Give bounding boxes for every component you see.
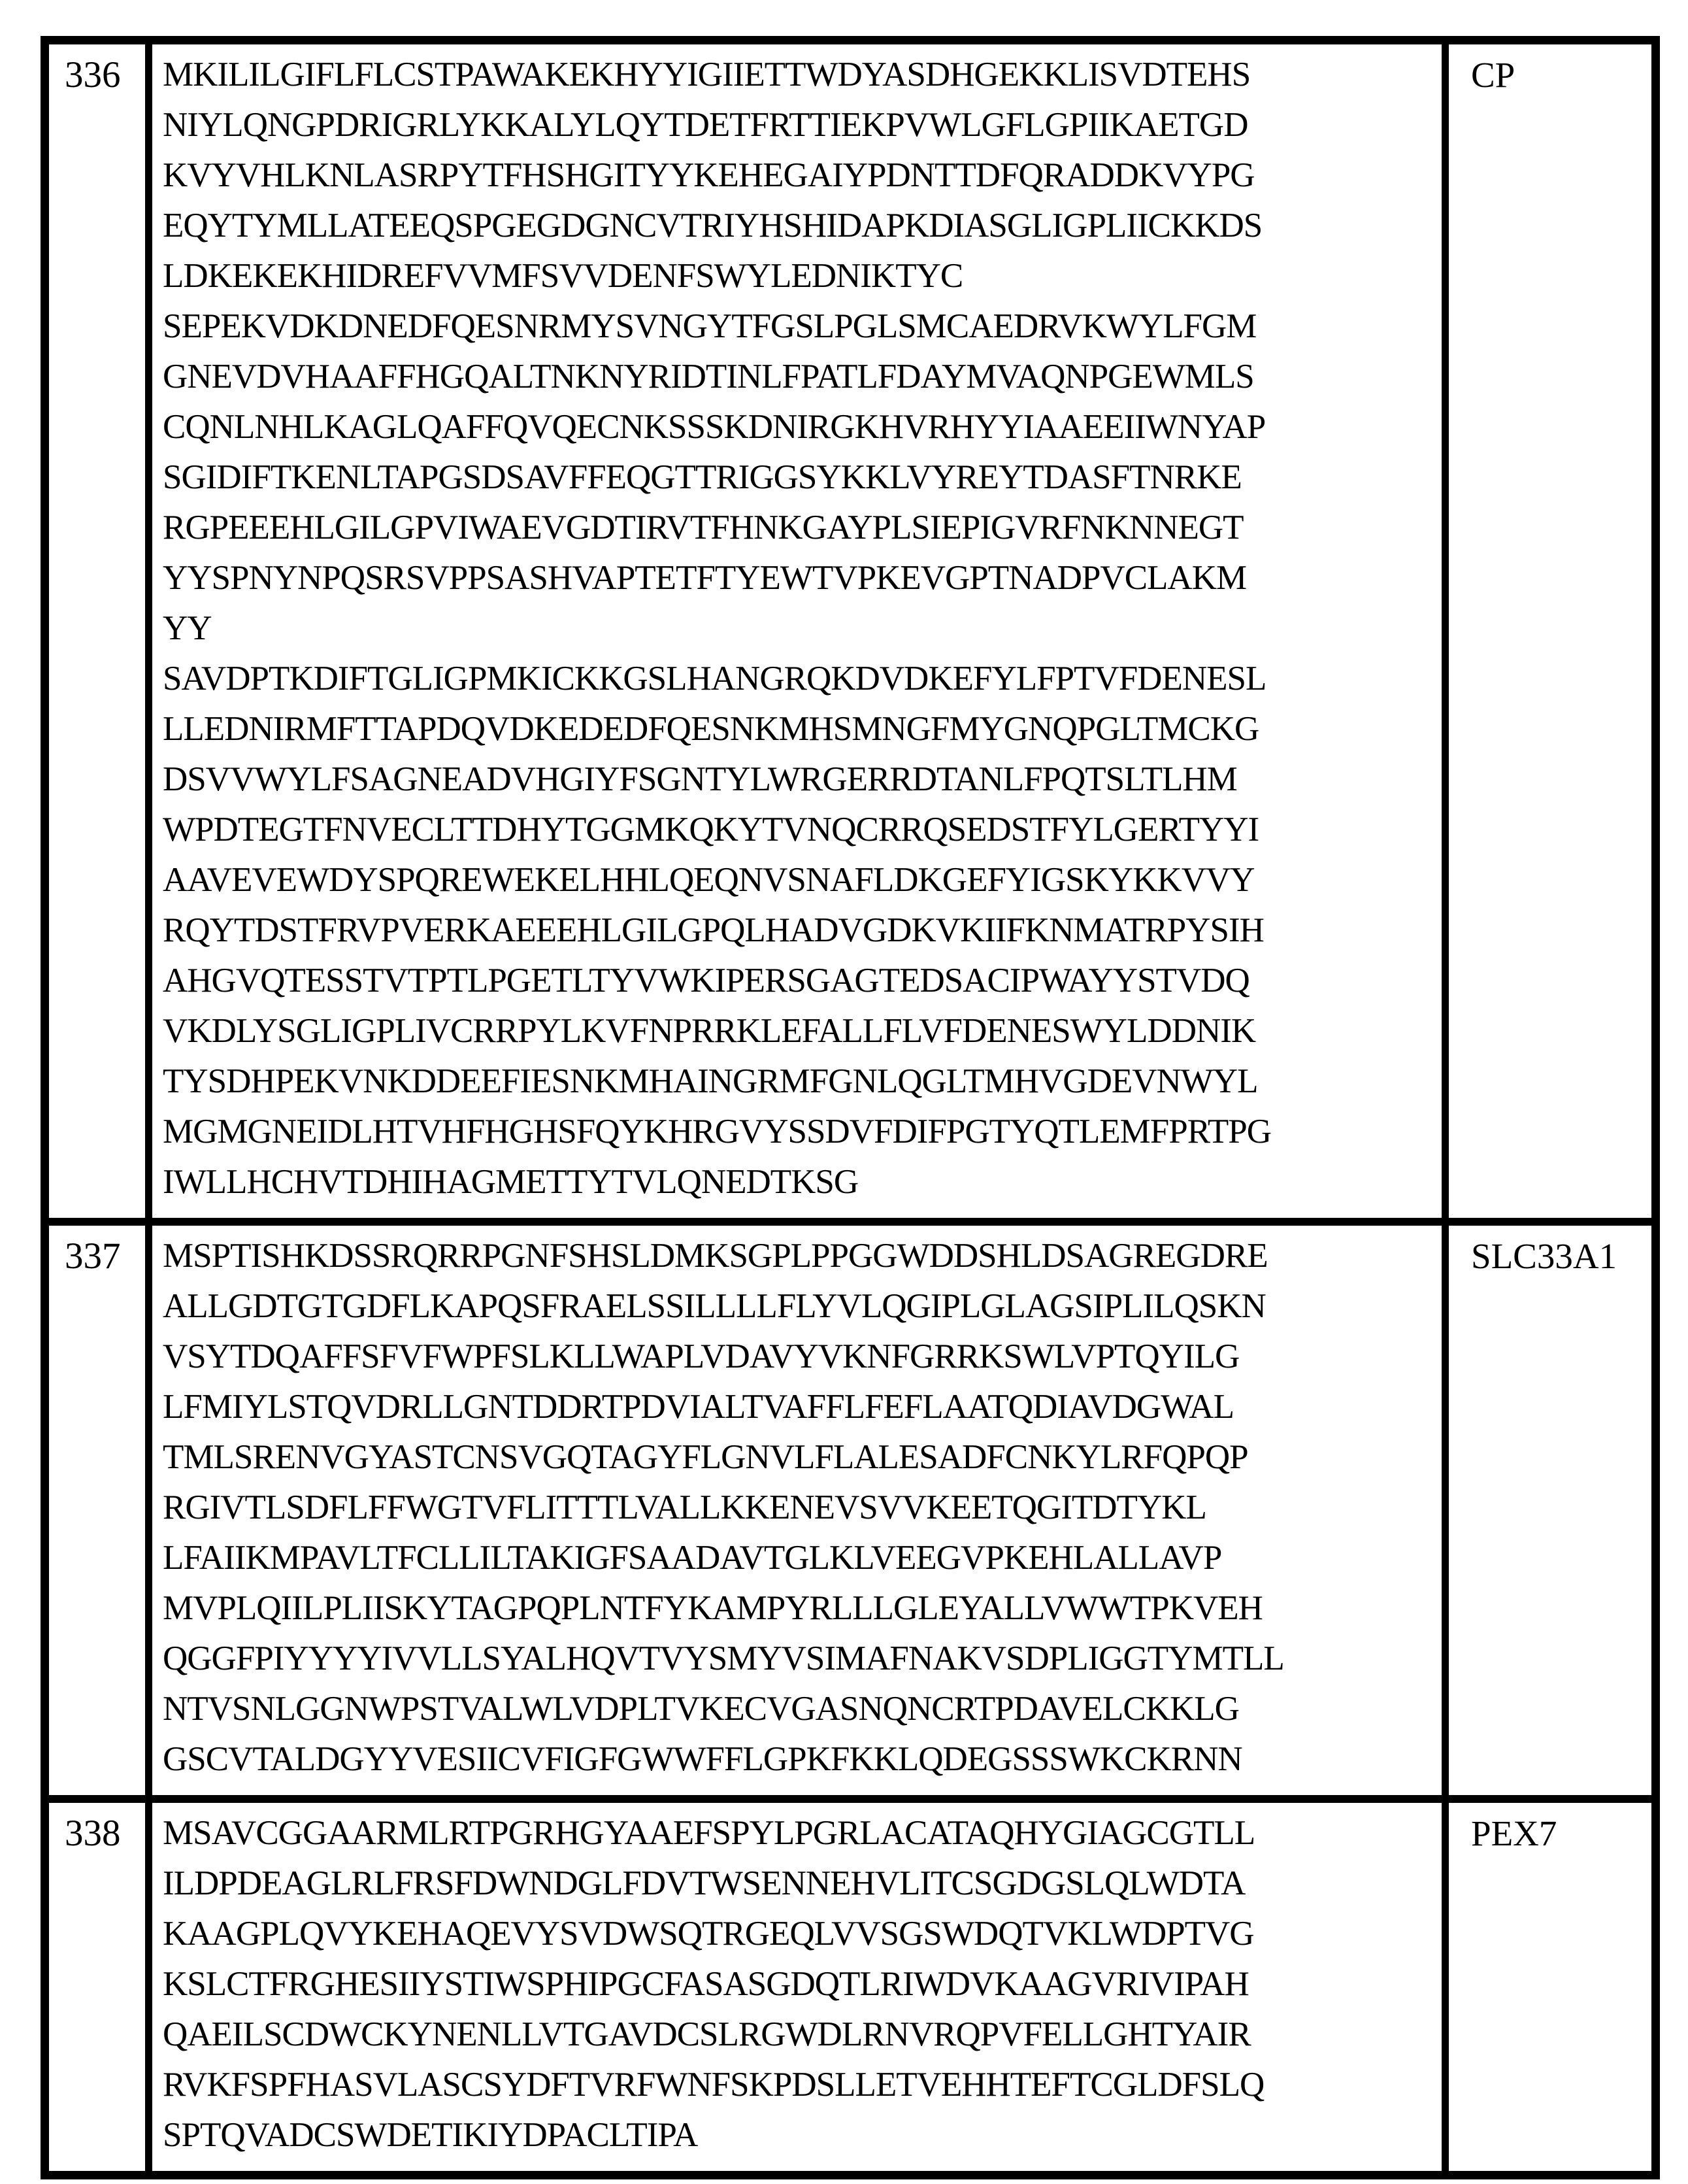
seq-id-cell: 336 (49, 44, 152, 1218)
gene-name-cell: CP (1471, 55, 1515, 95)
sequence-table (41, 36, 1660, 2179)
sequence-cell: MSPTISHKDSSRQRRPGNFSHSLDMKSGPLPPGGWDDSHLDSAGREGDRE ALLGDTGTGDFLKAPQSFRAELSSILLLLFLYVLQGIPLGLAGSIPLILQSKN VSYTDQAFFSFVFWPFSLKLLWAPLVDAVYVKNFGRRKSWLVPTQYILG LFMIYLSTQVDRLLGNTDDRTPDVIALTVAFFLFEFLAATQDIAVDGWAL TMLSRENVGYASTCNSVGQTAGYFLGNVLFLALESADFCNKYLRFQPQP RGIVTLSDFLFFWGTVFLITTTLVALLKKENEVSVVKEETQGITDTYKL LFAIIKMPAVLTFCLLILTAKIGFSAADAVTGLKLVEEGVPKEHLALLAVP MVPLQIILPLIISKYTAGPQPLNTFYKAMPYRLLLGLEYALLVWWTPKVEH QGGFPIYYYYIVVLLSYALHQVTVYSMYVSIMAFNAKVSDPLIGGTYMTLL NTVSNLGGNWPSTVALWLVDPLTVKECVGASNQNCRTPDAVELCKKLG GSCVTALDGYYVESIICVFIGFGWWFFLGPKFKKLQDEGSSSWKCKRNN (152, 1226, 1449, 1795)
gene-name-cell: PEX7 (1471, 1813, 1557, 1853)
sequence-cell: MKILILGIFLFLCSTPAWAKEKHYYIGIIETTWDYASDHGEKKLISVDTEHS NIYLQNGPDRIGRLYKKALYLQYTDETFRTTIEKPVWLGFLGPIIKAETGD KVYVHLKNLASRPYTFHSHGITYYKEHEGAIYPDNTTDFQRADDKVYPG EQYTYMLLATEEQSPGEGDGNCVTRIYHSHIDAPKDIASGLIGPLIICKKDS LDKEKEKHIDREFVVMFSVVDENFSWYLEDNIKTYC SEPEKVDKDNEDFQESNRMYSVNGYTFGSLPGLSMCAEDRVKWYLFGM GNEVDVHAAFFHGQALTNKNYRIDTINLFPATLFDAYMVAQNPGEWMLS CQNLNHLKAGLQAFFQVQECNKSSSKDNIRGKHVRHYYIAAEEIIWNYAP SGIDIFTKENLTAPGSDSAVFFEQGTTRIGGSYKKLVYREYTDASFTNRKE RGPEEEHLGILGPVIWAEVGDTIRVTFHNKGAYPLSIEPIGVRFNKNNEGT YYSPNYNPQSRSVPPSASHVAPTETFTYEWTVPKEVGPTNADPVCLAKM YY SAVDPTKDIFTGLIGPMKICKKGSLHANGRQKDVDKEFYLFPTVFDENESL LLEDNIRMFTTAPDQVDKEDEDFQESNKMHSMNGFMYGNQPGLTMCKG DSVVWYLFSAGNEADVHGIYFSGNTYLWRGERRDTANLFPQTSLTLHM WPDTEGTFNVECLTTDHYTGGMKQKYTVNQCRRQSEDSTFYLGERTYYI AAVEVEWDYSPQREWEKELHHLQEQNVSNAFLDKGEFYIGSKYKKVVY RQYTDSTFRVPVERKAEEEHLGILGPQLHADVGDKVKIIFKNMATRPYSIH AHGVQTESSTVTPTLPGETLTYVWKIPERSGAGTEDSACIPWAYYSTVDQ VKDLYSGLIGPLIVCRRPYLKVFNPRRKLEFALLFLVFDENESWYLDDNIK TYSDHPEKVNKDDEEFIESNKMHAINGRMFGNLQGLTMHVGDEVNWYL MGMGNEIDLHTVHFHGHSFQYKHRGVYSSDVFDIFPGTYQTLEMFPRTPG IWLLHCHVTDHIHAGMETTYTVLQNEDTKSG (152, 44, 1449, 1218)
gene-name-cell: SLC33A1 (1471, 1236, 1617, 1276)
table-row (49, 1795, 1651, 2171)
seq-id-cell: 338 (49, 1803, 152, 2171)
table-row (49, 1218, 1651, 1795)
sequence-cell: MSAVCGGAARMLRTPGRHGYAAEFSPYLPGRLACATAQHYGIAGCGTLL ILDPDEAGLRLFRSFDWNDGLFDVTWSENNEHVLITCSGDGSLQLWDTA KAAGPLQVYKEHAQEVYSVDWSQTRGEQLVVSGSWDQTVKLWDPTVG KSLCTFRGHESIIYSTIWSPHIPGCFASASGDQTLRIWDVKAAGVRIVIPAH QAEILSCDWCKYNENLLVTGAVDCSLRGWDLRNVRQPVFELLGHTYAIR RVKFSPFHASVLASCSYDFTVRFWNFSKPDSLLETVEHHTEFTCGLDFSLQ SPTQVADCSWDETIKIYDPACLTIPA (152, 1803, 1449, 2171)
table-row (49, 44, 1651, 1218)
seq-id-cell: 337 (49, 1226, 152, 1795)
